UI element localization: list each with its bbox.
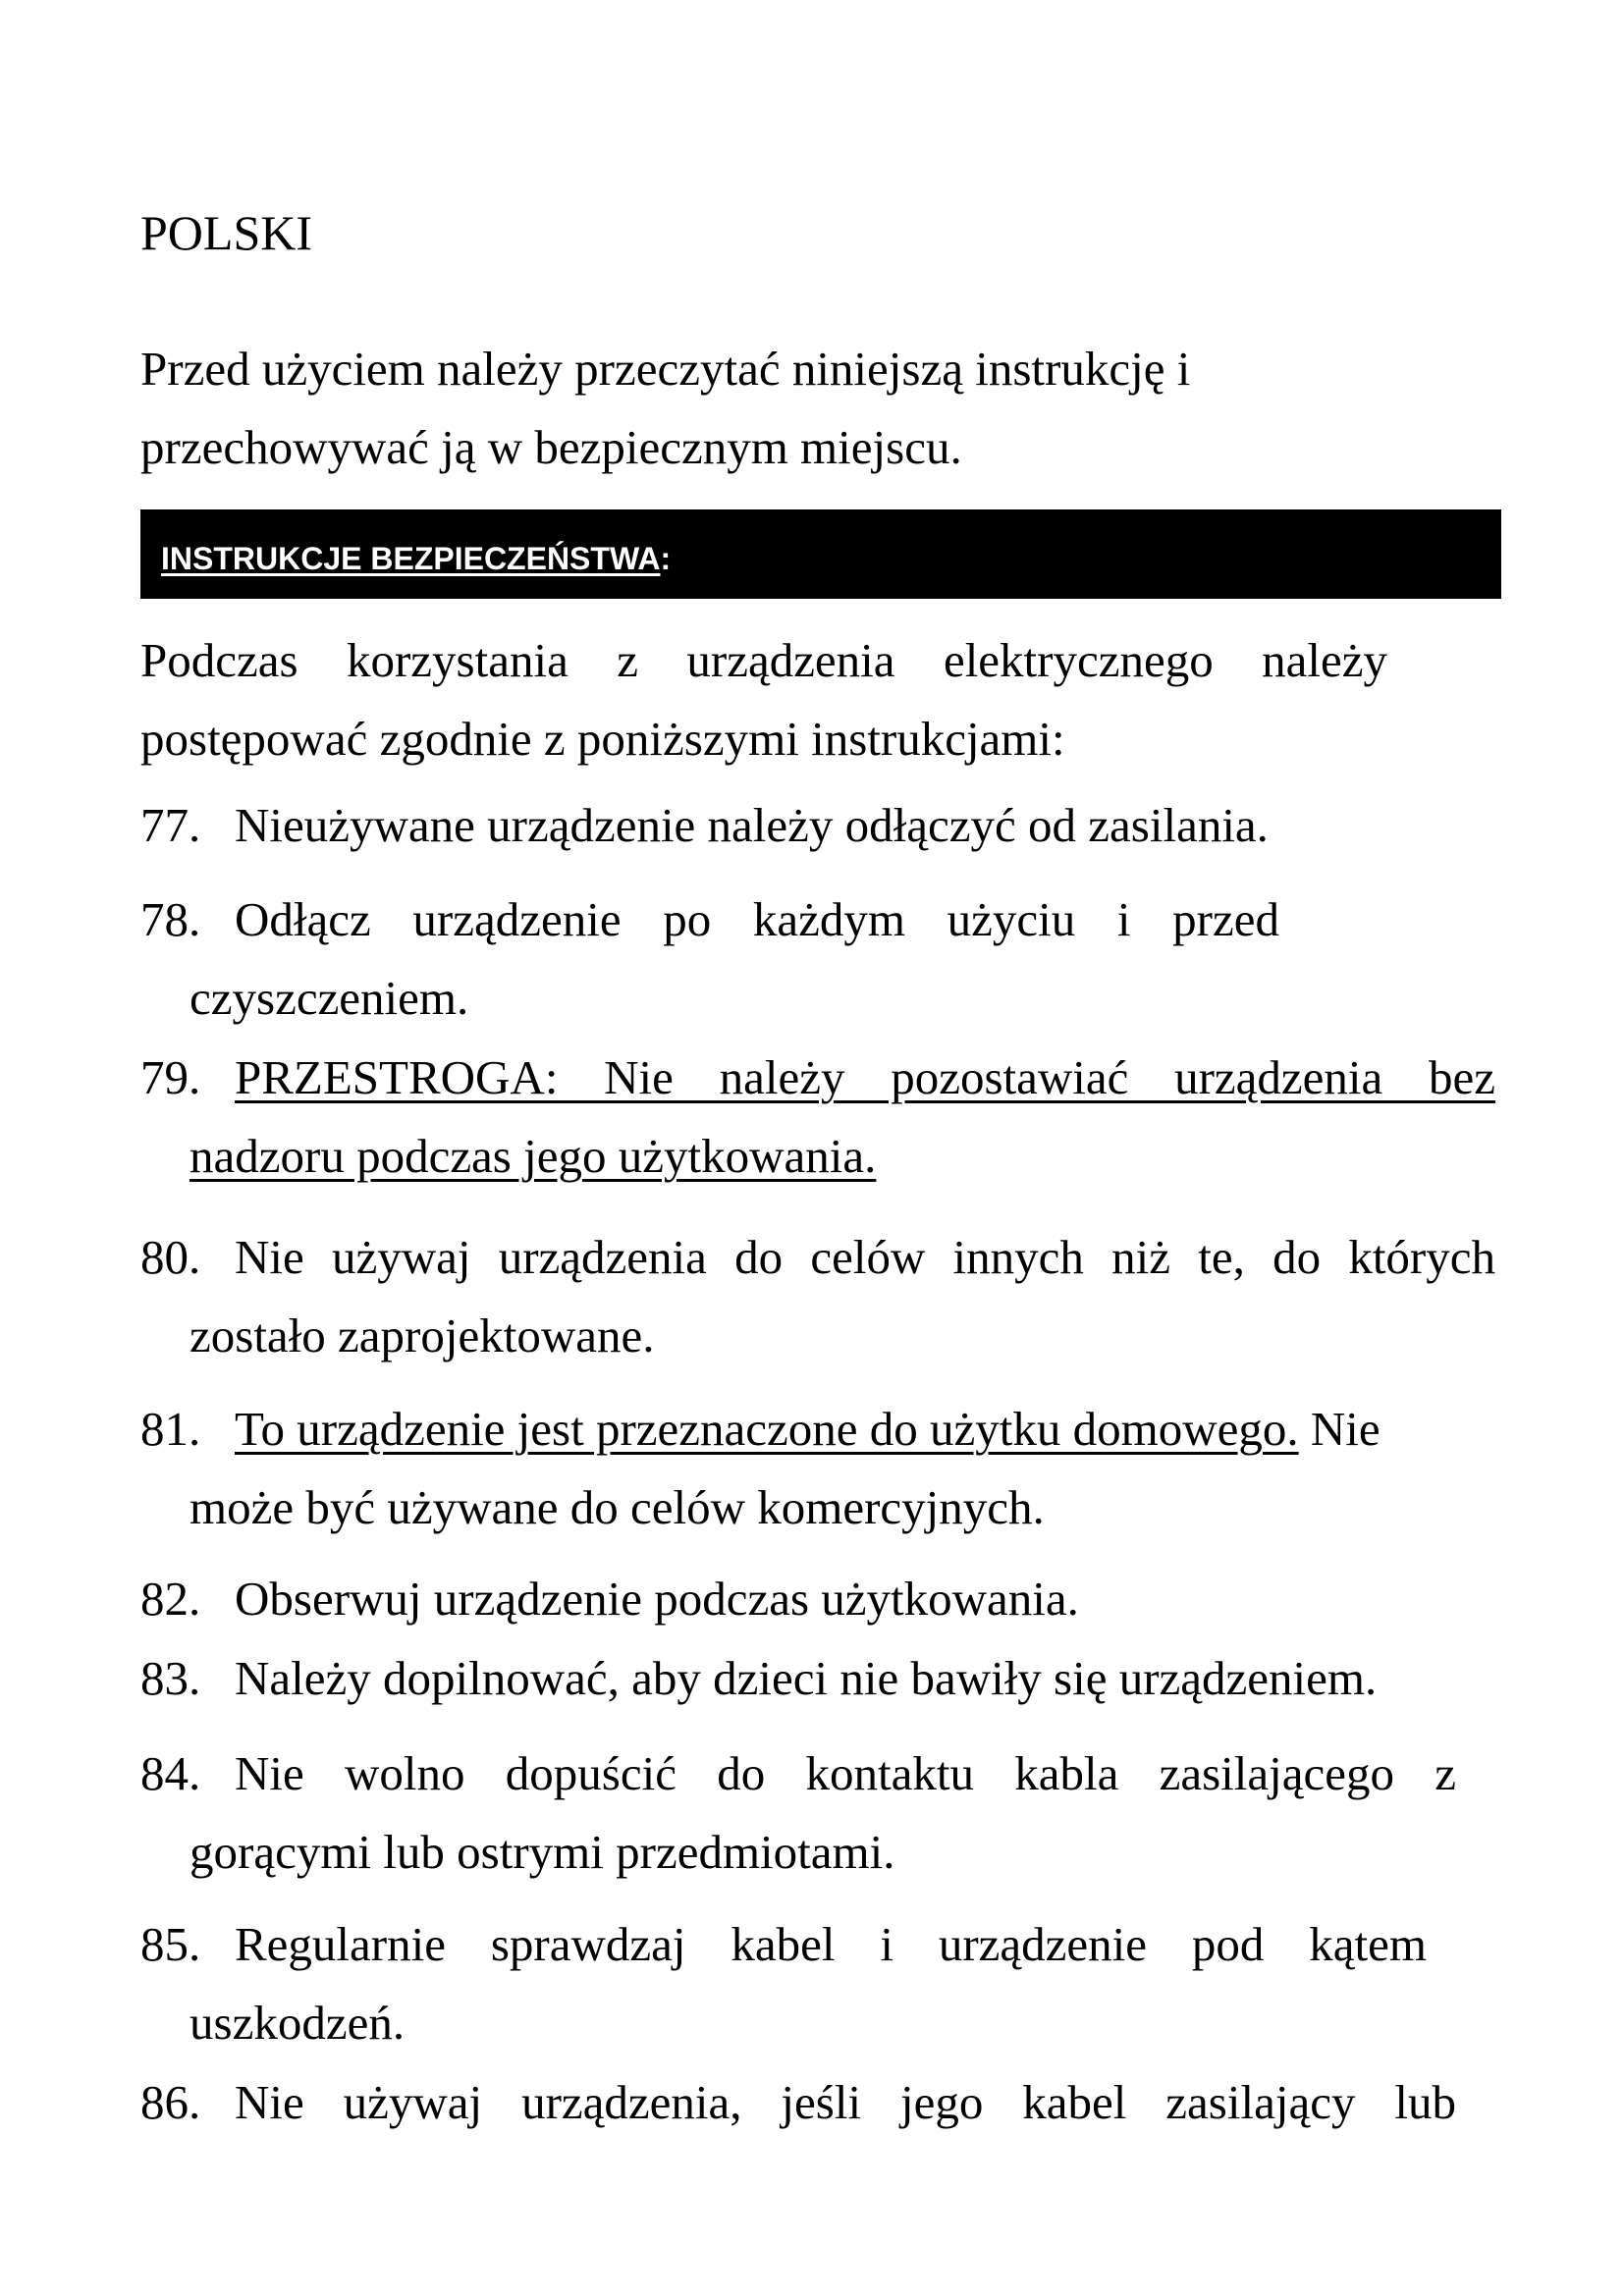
list-item-line-1: Odłącz urządzenie po każdym użyciu i przed xyxy=(235,892,1279,946)
list-item-number: 83. xyxy=(140,1651,201,1705)
list-item-78 xyxy=(140,881,1279,1038)
list-item-line-2: może być używane do celów komercyjnych. xyxy=(189,1480,1045,1534)
list-item-line-2: zostało zaprojektowane. xyxy=(189,1308,655,1362)
list-item-line-2: czyszczeniem. xyxy=(189,971,469,1025)
list-item-82 xyxy=(140,1560,1495,1638)
list-item-number: 84. xyxy=(140,1746,201,1800)
list-item-number: 81. xyxy=(140,1402,201,1456)
banner-title-text: INSTRUKCJE BEZPIECZEŃSTWA xyxy=(161,541,661,576)
list-item-line-2: gorącymi lub ostrymi przedmiotami. xyxy=(189,1825,895,1879)
lead-line-1: Podczas korzystania z urządzenia elektrycznego należy xyxy=(140,633,1387,687)
lead-line-2: postępować zgodnie z poniższymi instrukcjami: xyxy=(140,712,1065,766)
list-item-line-2: uszkodzeń. xyxy=(189,1996,406,2050)
list-item-number: 86. xyxy=(140,2075,201,2129)
intro-line-2: przechowywać ją w bezpiecznym miejscu. xyxy=(140,420,962,474)
list-item-79 xyxy=(140,1039,1495,1196)
banner-colon: : xyxy=(660,541,672,576)
list-item-86 xyxy=(140,2063,1456,2142)
lead-paragraph xyxy=(140,621,1387,778)
banner-title xyxy=(161,543,671,574)
list-item-81 xyxy=(140,1390,1495,1547)
list-item-number: 78. xyxy=(140,892,201,946)
list-item-80 xyxy=(140,1218,1495,1375)
list-item-line-1-rest: Nie xyxy=(1298,1402,1380,1456)
section-language-heading: POLSKI xyxy=(140,205,313,260)
list-item-line-1: Nie używaj urządzenia do celów innych niż te, do których xyxy=(235,1230,1495,1284)
list-item-line-1: Nie używaj urządzenia, jeśli jego kabel zasilający lub xyxy=(235,2075,1456,2129)
list-item-line-1: Nieużywane urządzenie należy odłączyć od zasilania. xyxy=(235,798,1269,852)
list-item-83 xyxy=(140,1639,1495,1718)
list-item-number: 80. xyxy=(140,1230,201,1284)
list-item-77 xyxy=(140,786,1495,865)
list-item-line-1: Obserwuj urządzenie podczas użytkowania. xyxy=(235,1572,1079,1626)
list-item-line-1: Regularnie sprawdzaj kabel i urządzenie pod kątem xyxy=(235,1917,1427,1971)
list-item-line-1: PRZESTROGA: Nie należy pozostawiać urządzenia bez xyxy=(235,1050,1495,1104)
list-item-number: 82. xyxy=(140,1572,201,1626)
intro-paragraph xyxy=(140,330,1495,487)
intro-line-1: Przed użyciem należy przeczytać niniejszą instrukcję i xyxy=(140,342,1191,396)
list-item-line-1: Nie wolno dopuścić do kontaktu kabla zasilającego z xyxy=(235,1746,1456,1800)
list-item-number: 79. xyxy=(140,1050,201,1104)
list-item-85 xyxy=(140,1905,1427,2062)
list-item-line-2: nadzoru podczas jego użytkowania. xyxy=(189,1129,877,1183)
list-item-line-1 xyxy=(235,1390,1495,1468)
list-item-line-1: Należy dopilnować, aby dzieci nie bawiły się urządzeniem. xyxy=(235,1651,1378,1705)
list-item-84 xyxy=(140,1735,1456,1892)
list-item-line-1-underlined: To urządzenie jest przeznaczone do użytku domowego. xyxy=(235,1402,1299,1456)
safety-instructions-banner xyxy=(140,509,1501,599)
list-item-number: 77. xyxy=(140,798,201,852)
list-item-number: 85. xyxy=(140,1917,201,1971)
